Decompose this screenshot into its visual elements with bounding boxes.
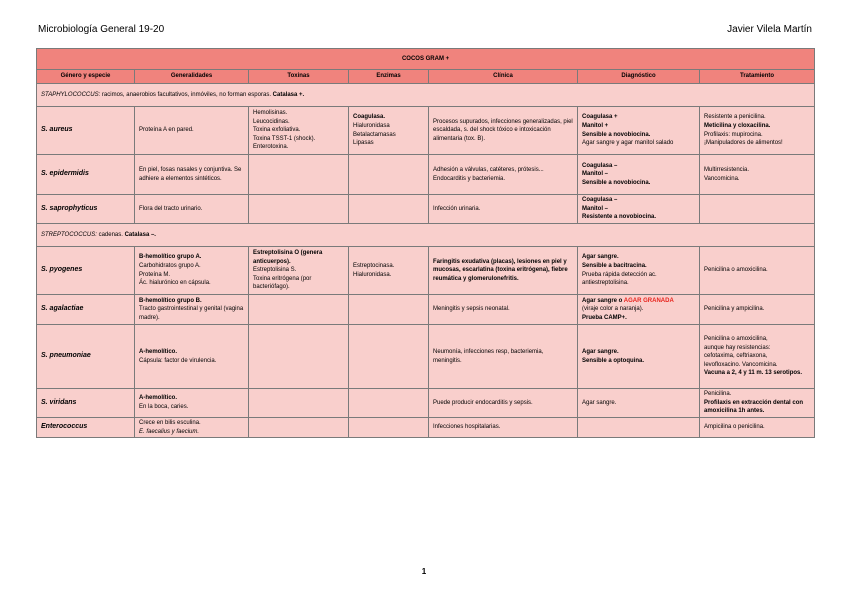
document-header-left: Microbiología General 19-20 (38, 24, 165, 35)
clinic-cell: Infecciones hospitalarias. (429, 418, 578, 438)
col-header-diagnosis: Diagnóstico (578, 70, 700, 84)
clinic-cell: Infección urinaria. (429, 195, 578, 224)
group-name: STREPTOCOCCUS: (41, 231, 97, 238)
treatment-cell: Resistente a penicilina. Meticilina y cloxacilina. Profilaxis: mupirocina. ¡Manipuladores de alimentos! (700, 107, 815, 155)
table-row (37, 418, 815, 438)
diagnosis-cell: Agar sangre. Sensible a bacitracina. Prueba rápida detección ac. antiestreptolisina. (578, 247, 700, 295)
enzymes-cell (349, 418, 429, 438)
species-name: S. aureus (37, 107, 135, 155)
toxins-cell (249, 155, 349, 195)
species-name: Enterococcus (37, 418, 135, 438)
toxins-cell (249, 325, 349, 389)
general-cell: B-hemolítico grupo A. Carbohidratos grupo A. Proteína M. Ác. hialurónico en cápsula. (135, 247, 249, 295)
staphylococcus-group-row (37, 84, 815, 107)
species-name: S. epidermidis (37, 155, 135, 195)
table-row (37, 325, 815, 389)
table-row (37, 107, 815, 155)
treatment-cell (700, 195, 815, 224)
treatment-cell: Multirresistencia. Vancomicina. (700, 155, 815, 195)
species-name: S. agalactiae (37, 295, 135, 325)
page-number: 1 (421, 567, 427, 576)
species-name: S. pyogenes (37, 247, 135, 295)
group-description: racimos, anaerobios facultativos, inmóviles, no forman esporas. (100, 91, 273, 98)
diagnosis-cell: Agar sangre o AGAR GRANADA (viraje color a naranja). Prueba CAMP+. (578, 295, 700, 325)
toxins-cell (249, 295, 349, 325)
treatment-cell: Ampicilina o penicilina. (700, 418, 815, 438)
general-cell: Crece en bilis esculina. E. faecalius y faecium. (135, 418, 249, 438)
enzymes-cell (349, 389, 429, 418)
diagnosis-cell: Coagulasa – Manitol – Resistente a novobiocina. (578, 195, 700, 224)
species-name: S. pneumoniae (37, 325, 135, 389)
general-cell: A-hemolítico. Cápsula: factor de virulencia. (135, 325, 249, 389)
treatment-cell: Penicilina o amoxicilina, aunque hay resistencias: cefotaxima, ceftriaxona, levofloxacino. Vancomicina. Vacuna a 2, 4 y 11 m. 13 serotipos. (700, 325, 815, 389)
enzymes-cell (349, 325, 429, 389)
toxins-cell (249, 195, 349, 224)
group-catalase: Catalasa –. (124, 231, 156, 238)
table-row (37, 295, 815, 325)
enzymes-cell: Estreptocinasa. Hialuronidasa. (349, 247, 429, 295)
species-name: S. saprophyticus (37, 195, 135, 224)
table-row (37, 155, 815, 195)
species-name: S. viridans (37, 389, 135, 418)
enzymes-cell (349, 195, 429, 224)
toxins-cell (249, 389, 349, 418)
clinic-cell: Procesos supurados, infecciones generalizadas, piel escaldada, s. del shock tóxico e intoxicación alimentaria (tox. B). (429, 107, 578, 155)
group-description: cadenas. (96, 231, 125, 238)
treatment-cell: Penicilina o amoxicilina. (700, 247, 815, 295)
group-name: STAPHYLOCOCCUS: (41, 91, 101, 98)
col-header-general: Generalidades (135, 70, 249, 84)
toxins-cell (249, 418, 349, 438)
general-cell: A-hemolítico. En la boca, caries. (135, 389, 249, 418)
enzymes-cell (349, 155, 429, 195)
diagnosis-cell (578, 418, 700, 438)
gram-positive-cocci-table (36, 48, 815, 438)
general-cell: Flora del tracto urinario. (135, 195, 249, 224)
table-row (37, 195, 815, 224)
document-header-right: Javier Vilela Martín (727, 24, 812, 35)
clinic-cell: Meningitis y sepsis neonatal. (429, 295, 578, 325)
general-cell: B-hemolítico grupo B. Tracto gastrointestinal y genital (vagina madre). (135, 295, 249, 325)
general-cell: Proteína A en pared. (135, 107, 249, 155)
clinic-cell: Faringitis exudativa (placas), lesiones en piel y mucosas, escarlatina (toxina eritrógena), fiebre reumática y glomerulonefritis. (429, 247, 578, 295)
agar-granada-highlight: AGAR GRANADA (623, 297, 674, 304)
table-title: COCOS GRAM + (37, 49, 815, 70)
streptococcus-group-row (37, 224, 815, 247)
diagnosis-cell: Agar sangre. (578, 389, 700, 418)
table-row (37, 389, 815, 418)
general-cell: En piel, fosas nasales y conjuntiva. Se adhiere a elementos sintéticos. (135, 155, 249, 195)
diagnosis-cell: Coagulasa + Manitol + Sensible a novobiocina. Agar sangre y agar manitol salado (578, 107, 700, 155)
clinic-cell: Puede producir endocarditis y sepsis. (429, 389, 578, 418)
enzymes-cell: Coagulasa. Hialuronidasa Betalactamasas Lipasas (349, 107, 429, 155)
treatment-cell: Penicilina. Profilaxis en extracción dental con amoxicilina 1h antes. (700, 389, 815, 418)
diagnosis-cell: Coagulasa – Manitol – Sensible a novobiocina. (578, 155, 700, 195)
col-header-treatment: Tratamiento (700, 70, 815, 84)
group-catalase: Catalasa +. (272, 91, 305, 98)
table-row (37, 247, 815, 295)
col-header-clinic: Clínica (429, 70, 578, 84)
enzymes-cell (349, 295, 429, 325)
column-headers (37, 70, 815, 84)
col-header-species: Género y especie (37, 70, 135, 84)
diagnosis-cell: Agar sangre. Sensible a optoquina. (578, 325, 700, 389)
toxins-cell: Hemolisinas. Leucocidinas. Toxina exfoliativa. Toxina TSST-1 (shock). Enterotoxina. (249, 107, 349, 155)
col-header-toxins: Toxinas (249, 70, 349, 84)
col-header-enzymes: Enzimas (349, 70, 429, 84)
toxins-cell: Estreptolisina O (genera anticuerpos). Estreptolisina S. Toxina eritrógena (por bacteriófago). (249, 247, 349, 295)
treatment-cell: Penicilina y ampicilina. (700, 295, 815, 325)
clinic-cell: Adhesión a válvulas, catéteres, prótesis... Endocarditis y bacteriemia. (429, 155, 578, 195)
clinic-cell: Neumonía, infecciones resp, bacteriemia, meningitis. (429, 325, 578, 389)
